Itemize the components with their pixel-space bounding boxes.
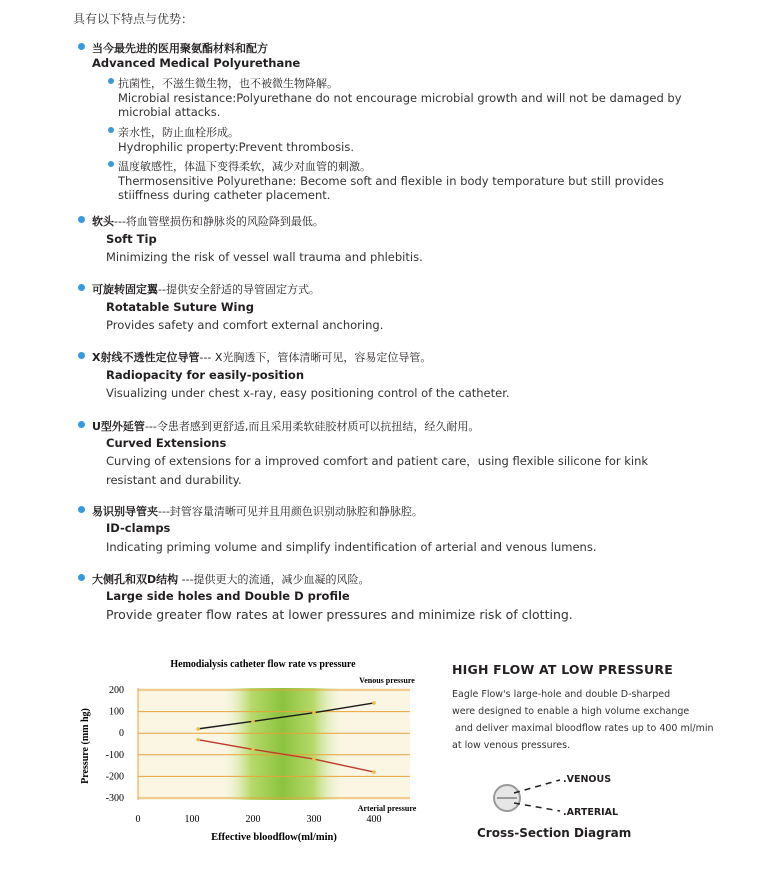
high-flow-description xyxy=(452,686,722,754)
bullet-icon xyxy=(108,78,114,84)
bullet-icon xyxy=(108,127,114,133)
feature-en-title: Soft Tip xyxy=(106,232,157,246)
x-tick-label: 300 xyxy=(306,814,322,825)
feature-en-title: Advanced Medical Polyurethane xyxy=(92,56,301,70)
y-tick-label: 0 xyxy=(119,728,124,740)
x-tick-label: 400 xyxy=(366,814,382,825)
feature-zh-title: 大侧孔和双D结构 ---提供更大的流通，减少血凝的风险。 xyxy=(92,573,370,586)
data-point xyxy=(196,727,200,731)
description-line: and deliver maximal bloodflow rates up to 400 ml/min xyxy=(452,723,714,734)
feature-zh-title: 当今最先进的医用聚氨酯材料和配方 xyxy=(92,42,268,55)
data-point xyxy=(196,738,200,742)
y-tick-label: -300 xyxy=(105,793,124,804)
sub-feature-zh: 温度敏感性，体温下变得柔软，减少对血管的刺激。 xyxy=(118,160,371,173)
description-line: were designed to enable a high volume exchange xyxy=(452,706,690,717)
description-line: Eagle Flow's large-hole and double D-sharped xyxy=(452,689,671,700)
sub-feature-en: Hydrophilic property:Prevent thrombosis. xyxy=(118,140,354,154)
y-tick-label: 100 xyxy=(109,706,124,718)
sub-feature-zh: 抗菌性，不滋生微生物，也不被微生物降解。 xyxy=(118,77,338,90)
feature-en-title: Curved Extensions xyxy=(106,436,227,450)
arterial-series-label: Arterial pressure xyxy=(357,804,417,813)
venous-pointer xyxy=(514,780,560,793)
y-tick-label: 200 xyxy=(109,685,124,696)
feature-en-title: Radiopacity for easily-position xyxy=(106,368,305,382)
feature-en-text: Provides safety and comfort external anchoring. xyxy=(106,318,384,332)
data-point xyxy=(312,711,316,715)
x-axis-label: Effective bloodflow(ml/min) xyxy=(211,832,337,843)
data-point xyxy=(251,748,255,752)
feature-en-text: Curving of extensions for a improved comfort and patient care，using flexible silicone for kink resistant and durability. xyxy=(106,454,649,487)
high-flow-title: HIGH FLOW AT LOW PRESSURE xyxy=(452,662,673,677)
sub-feature-en: Microbial resistance:Polyurethane do not encourage microbial growth and will not be damaged by microbial attacks. xyxy=(118,91,682,119)
venous-series-label: Venous pressure xyxy=(359,676,415,685)
feature-en-title: Large side holes and Double D profile xyxy=(106,589,350,603)
x-tick-label: 100 xyxy=(184,814,200,825)
bullet-icon xyxy=(78,352,85,359)
feature-en-text: Visualizing under chest x-ray, easy positioning control of the catheter. xyxy=(106,386,510,400)
y-tick-label: -200 xyxy=(105,771,124,783)
cross-section-title: Cross-Section Diagram xyxy=(477,826,632,840)
data-point xyxy=(372,701,376,705)
bullet-icon xyxy=(78,284,85,291)
feature-zh-title: 易识别导管夹---封管容量清晰可见并且用颜色识别动脉腔和静脉腔。 xyxy=(92,505,423,518)
description-line: at low venous pressures. xyxy=(452,740,571,751)
bullet-icon xyxy=(78,421,85,428)
chart-title: Hemodialysis catheter flow rate vs pressure xyxy=(170,659,356,670)
intro-text: 具有以下特点与优势： xyxy=(73,12,194,26)
feature-en-text: Indicating priming volume and simplify indentification of arterial and venous lumens. xyxy=(106,540,597,554)
bullet-icon xyxy=(78,574,85,581)
venous-label: .VENOUS xyxy=(563,774,612,785)
bullet-icon xyxy=(78,43,85,50)
sub-feature-zh: 亲水性，防止血栓形成。 xyxy=(118,126,239,139)
bullet-icon xyxy=(108,161,114,167)
y-tick-label: -100 xyxy=(105,749,124,761)
flow-pressure-chart xyxy=(70,652,430,852)
sub-feature-en: Thermosensitive Polyurethane: Become soft and flexible in body temporature but still provides stiiffness during catheter placement. xyxy=(118,174,664,202)
feature-zh-title: U型外延管---令患者感到更舒适,而且采用柔软硅胶材质可以抗扭结，经久耐用。 xyxy=(92,420,480,433)
x-tick-label: 200 xyxy=(245,814,261,825)
feature-en-text: Minimizing the risk of vessel wall trauma and phlebitis. xyxy=(106,250,423,264)
bullet-icon xyxy=(78,216,85,223)
data-point xyxy=(251,720,255,724)
feature-en-text: Provide greater flow rates at lower pressures and minimize risk of clotting. xyxy=(106,607,573,622)
arterial-pointer xyxy=(514,803,560,811)
arterial-label: .ARTERIAL xyxy=(563,807,619,818)
x-tick-label: 0 xyxy=(135,814,141,825)
data-point xyxy=(312,757,316,761)
feature-en-title: Rotatable Suture Wing xyxy=(106,300,254,314)
data-point xyxy=(372,770,376,774)
optimal-range-band xyxy=(220,688,345,800)
feature-zh-title: 软头---将血管壁损伤和静脉炎的风险降到最低。 xyxy=(92,215,324,228)
feature-en-title: ID-clamps xyxy=(106,521,171,535)
y-axis-label: Pressure (mm hg) xyxy=(80,708,91,784)
feature-zh-title: 可旋转固定翼--提供安全舒适的导管固定方式。 xyxy=(92,283,320,296)
feature-zh-title: X射线不透性定位导管--- X光胸透下，管体清晰可见，容易定位导管。 xyxy=(92,351,432,364)
bullet-icon xyxy=(78,506,85,513)
